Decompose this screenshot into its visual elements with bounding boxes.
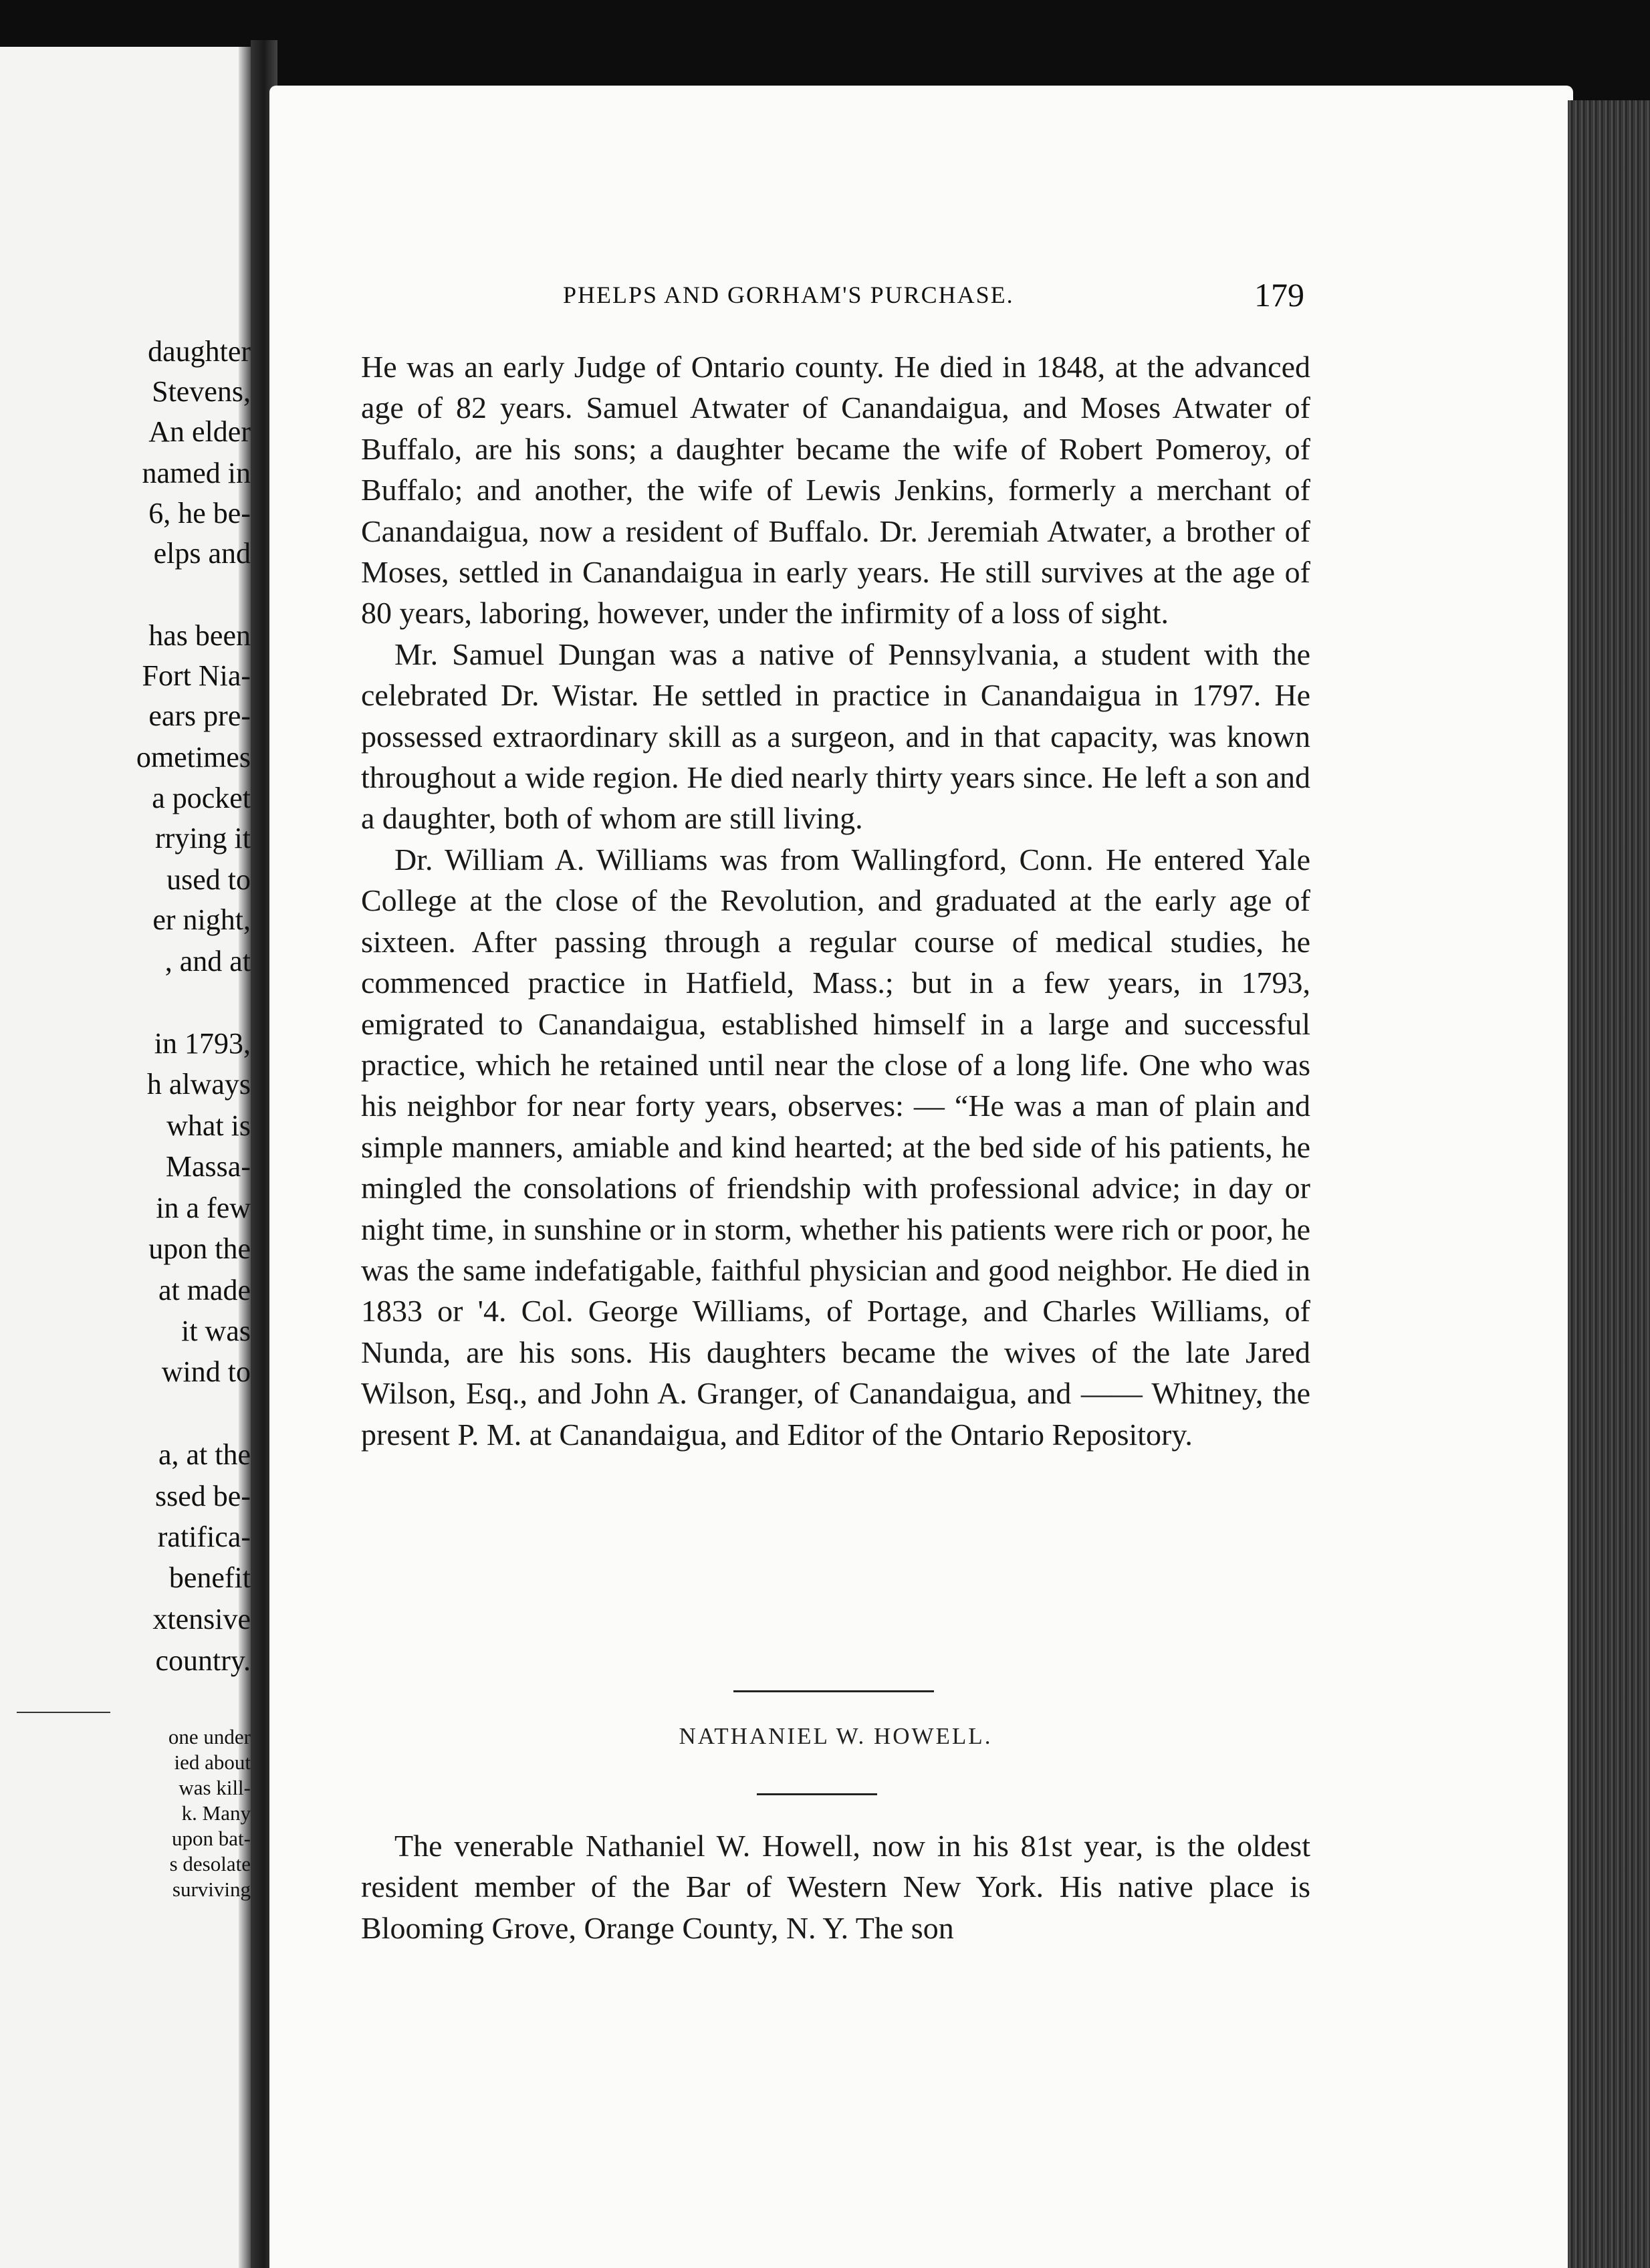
left-page-line: daughter (148, 335, 251, 368)
left-page-line: Fort Nia- (142, 659, 251, 692)
left-page-line: used to (166, 863, 251, 896)
left-page-line: wind to (161, 1355, 251, 1388)
section-rule-top (733, 1690, 934, 1692)
left-page-line: what is (166, 1109, 251, 1142)
left-page-text (0, 0, 251, 2268)
paragraph-howell: The venerable Nathaniel W. Howell, now in his 81st year, is the oldest resident member of the Bar of Western New York. His native place is Blooming Grove, Orange County, N. Y. The son (361, 1829, 1310, 1945)
left-page-line: ssed be- (155, 1480, 251, 1512)
left-page-line: Massa- (165, 1150, 251, 1183)
left-page-line: ometimes (136, 741, 251, 774)
left-page-footnote-line: s desolate (169, 1852, 251, 1876)
left-page-footnote-line: surviving (172, 1878, 251, 1901)
left-page-footnote-line: k. Many (181, 1801, 251, 1825)
main-body-text (361, 346, 1310, 1455)
left-page-footnote-line: one under (168, 1725, 251, 1748)
paragraph-williams: Dr. William A. Williams was from Wallingford, Conn. He entered Yale College at the close of the Revolution, and graduated at the early age of sixteen. After passing through a regular course of medical studies, he commenced practice in Hatfield, Mass.; but in a few years, in 1793, emigrated to Canandaigua, established himself in a large and successful practice, which he retained until near the close of a long life. One who was his neighbor for near forty years, observes: — “He was a man of plain and simple manners, amiable and kind hearted; at the bed side of his patients, he mingled the consolations of friendship with professional advice; in day or night time, in sunshine or in storm, whether his patients were rich or poor, he was the same indefatigable, faithful physician and good neighbor. He died in 1833 or '4. Col. George Williams, of Portage, and Charles Williams, of Nunda, are his sons. His daughters became the wives of the late Jared Wilson, Esq., and John A. Granger, of Canandaigua, and —— Whitney, the present P. M. at Canandaigua, and Editor of the Ontario Repository. (361, 842, 1310, 1452)
left-page-line: 6, he be- (148, 497, 251, 530)
left-page-line: h always (146, 1068, 251, 1101)
paragraph-dungan: Mr. Samuel Dungan was a native of Pennsylvania, a student with the celebrated Dr. Wistar. He settled in practice in Canandaigua in 1797. He possessed extraordinary skill as a surgeon, and in that capacity, was known throughout a wide region. He died nearly thirty years since. He left a son and a daughter, both of whom are still living. (361, 637, 1310, 836)
left-page-line: er night, (152, 903, 251, 936)
left-page-line: in 1793, (154, 1027, 251, 1060)
left-page-footnote-line: ied about (174, 1750, 251, 1774)
left-page-line: xtensive (152, 1603, 251, 1635)
paragraph-atwater: He was an early Judge of Ontario county. He died in 1848, at the advanced age of 82 years. Samuel Atwater of Canandaigua, and Moses Atwater of Buffalo, are his sons; a daughter became the wife of Robert Pomeroy, of Buffalo; and another, the wife of Lewis Jenkins, formerly a merchant of Canandaigua, now a resident of Buffalo. Dr. Jeremiah Atwater, a brother of Moses, settled in Canandaigua in early years. He still survives at the age of 80 years, laboring, however, under the infirmity of a loss of sight. (361, 350, 1310, 631)
left-page-footnote-line: was kill- (179, 1776, 251, 1799)
left-page-line: country. (155, 1644, 251, 1677)
left-page-line: elps and (153, 537, 251, 570)
left-page-line: , and at (164, 945, 251, 978)
left-page-line: a, at the (158, 1438, 251, 1471)
page-edge-stack (1568, 100, 1650, 2268)
left-page-line: benefit (168, 1561, 251, 1594)
section-title: NATHANIEL W. HOWELL. (679, 1723, 993, 1749)
left-page-line: rrying it (155, 822, 251, 855)
running-header: PHELPS AND GORHAM'S PURCHASE. (563, 281, 1014, 308)
left-page-line: Stevens, (152, 375, 251, 408)
left-page-line: An elder (148, 415, 251, 448)
left-page-footnote-line: upon bat- (172, 1827, 251, 1850)
section-body-text (361, 1825, 1310, 1948)
page-number: 179 (1254, 276, 1304, 314)
left-page-line: ratifica- (157, 1520, 251, 1553)
section-rule-bottom (757, 1793, 877, 1795)
left-page-line: named in (142, 457, 251, 489)
left-page-line: it was (181, 1315, 251, 1347)
left-page-line: has been (148, 619, 251, 652)
left-page-line: upon the (148, 1232, 251, 1265)
left-page-line: ears pre- (148, 699, 251, 732)
left-footnote-rule (17, 1712, 110, 1713)
left-page-line: at made (158, 1274, 251, 1307)
left-page-line: in a few (156, 1192, 251, 1224)
left-page-line: a pocket (152, 782, 251, 814)
